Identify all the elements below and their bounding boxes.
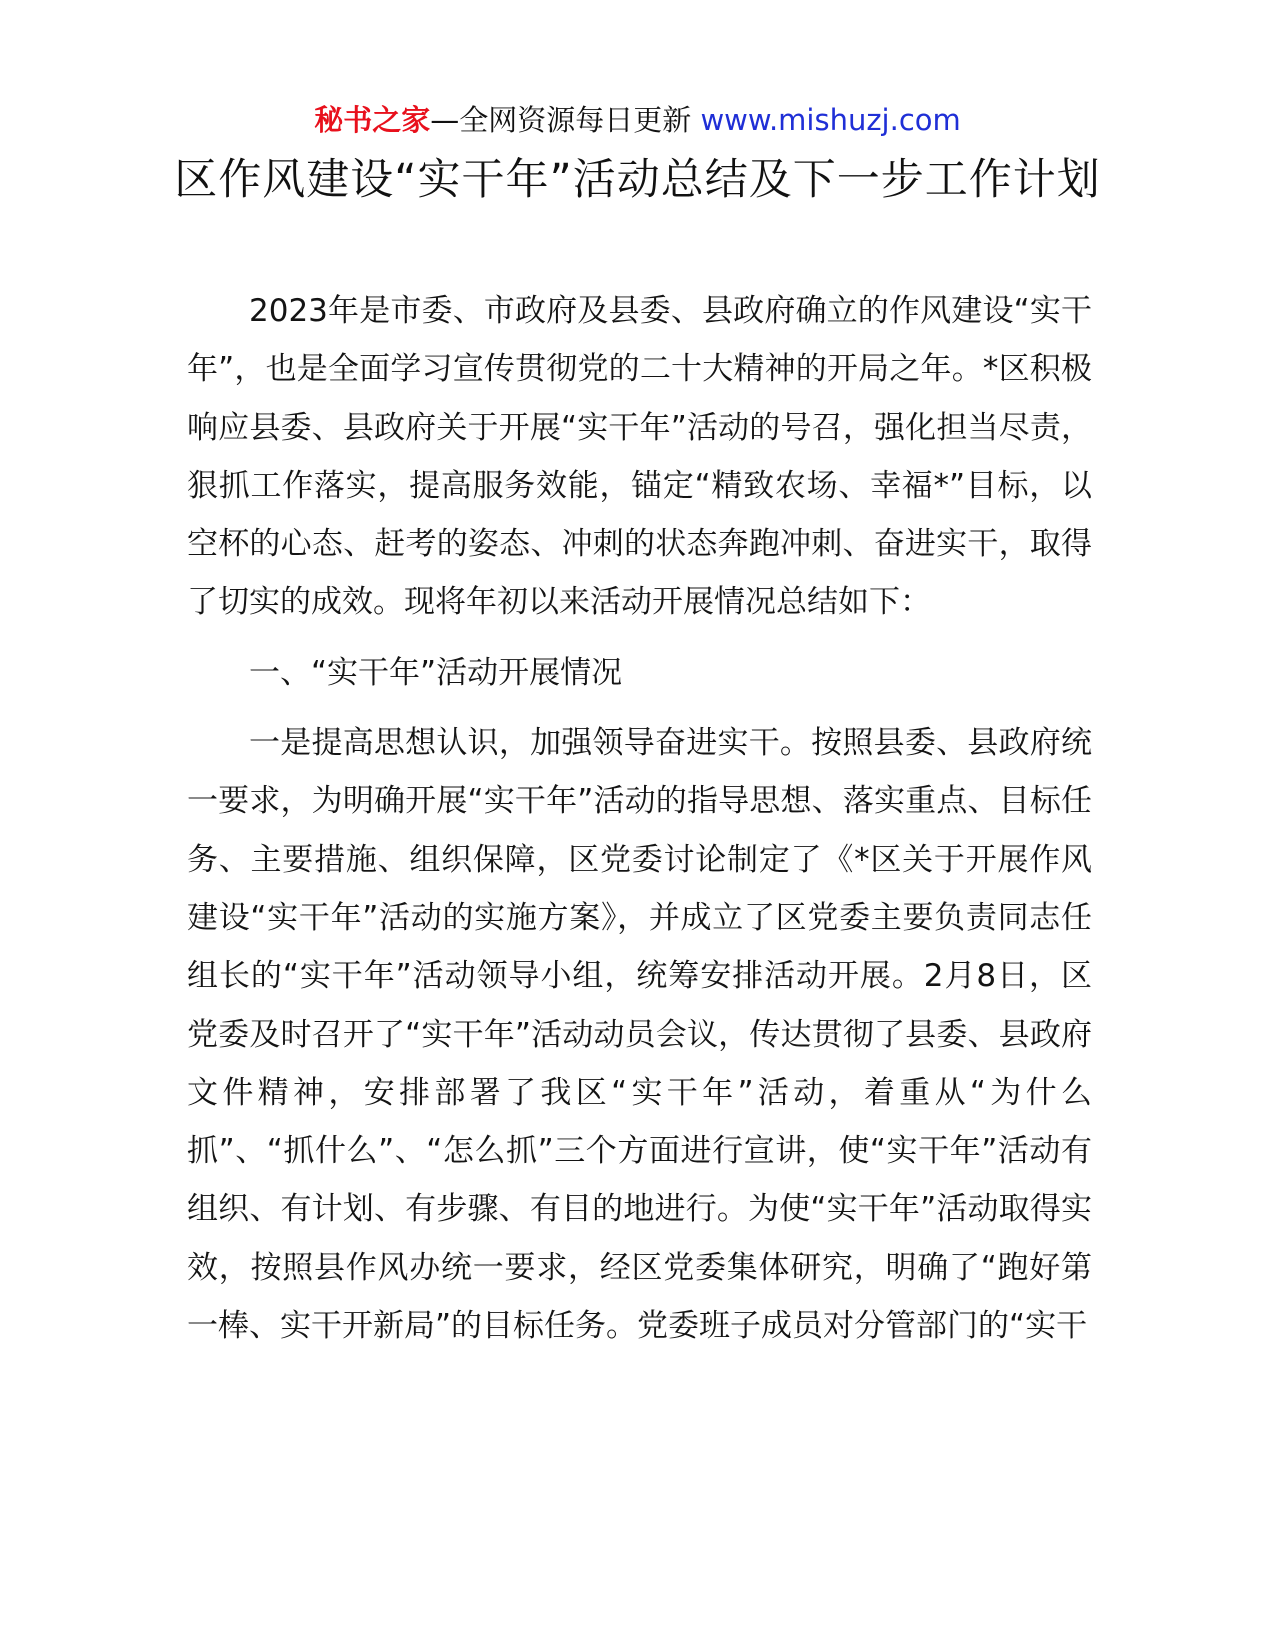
body-paragraph: 一是提高思想认识，加强领导奋进实干。按照县委、县政府统一要求，为明确开展“实干年”活动的指导思想、落实重点、目标任务、主要措施、组织保障，区党委讨论制定了《*区关于开展作风建设“实干年”活动的实施方案》，并成立了区党委主要负责同志任组长的“实干年”活动领导小组，统筹安排活动开展。2月8日，区党委及时召开了“实干年”活动动员会议，传达贯彻了县委、县政府文件精神，安排部署了我区“实干年”活动，着重从“为什么抓”、“抓什么”、“怎么抓”三个方面进行宣讲，使“实干年”活动有组织、有计划、有步骤、有目的地进行。为使“实干年”活动取得实效，按照县作风办统一要求，经区党委集体研究，明确了“跑好第一棒、实干开新局”的目标任务。党委班子成员对分管部门的“实干 [187,725,1092,1345]
section-heading: 一、“实干年”活动开展情况 [249,654,623,691]
document-title: 区作风建设“实干年”活动总结及下一步工作计划 [174,155,1101,205]
intro-paragraph: 2023年是市委、市政府及县委、县政府确立的作风建设“实干年”，也是全面学习宣传贯彻党的二十大精神的开局之年。*区积极响应县委、县政府关于开展“实干年”活动的号召，强化担当尽责，狠抓工作落实，提高服务效能，锚定“精致农场、幸福*”目标，以空杯的心态、赶考的姿态、冲刺的状态奔跑冲刺、奋进实干，取得了切实的成效。现将年初以来活动开展情况总结如下： [187,293,1092,621]
site-url-link[interactable]: www.mishuzj.com [700,103,961,137]
watermark-header [0,100,1275,140]
brand-name: 秘书之家 [314,103,431,137]
document-body [187,282,1092,1355]
header-tagline: —全网资源每日更新 [430,103,692,137]
